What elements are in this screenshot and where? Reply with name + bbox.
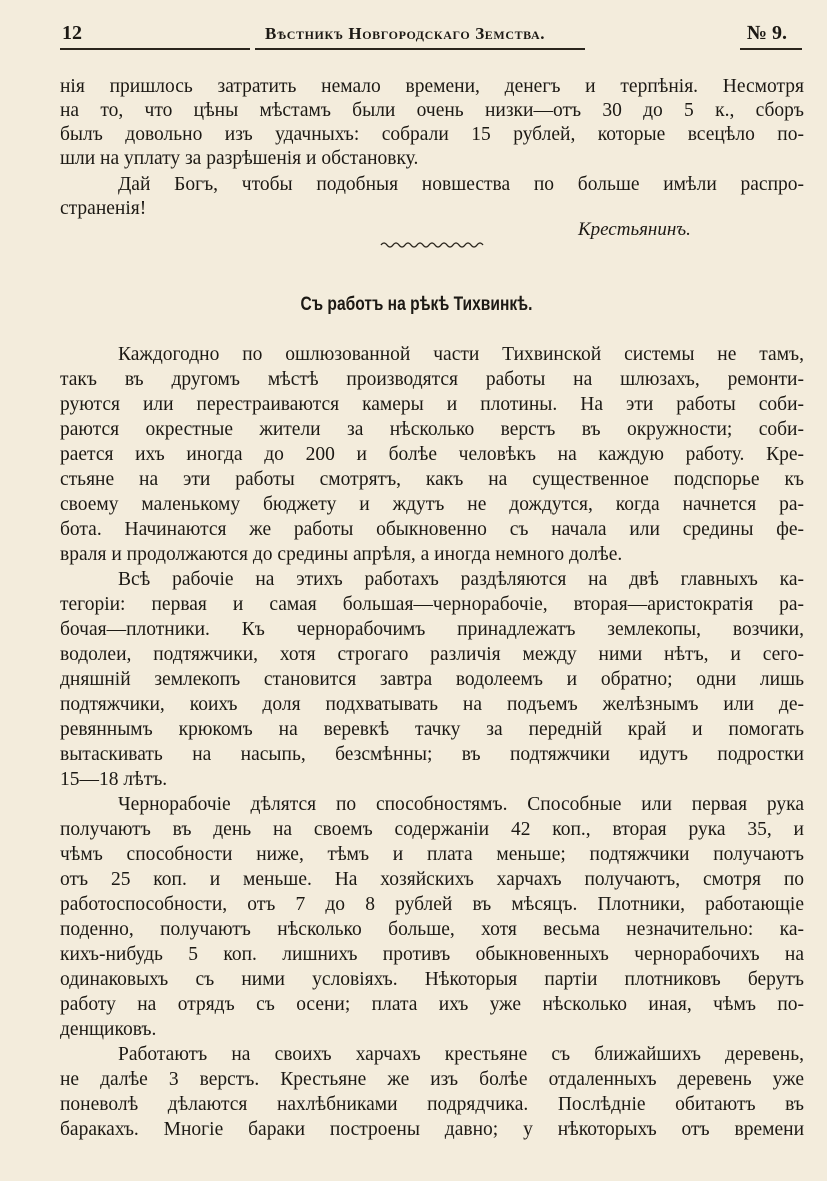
text-line: работоспособности, отъ 7 до 8 рублей въ мѣсяцъ. Плотники, работающіе xyxy=(60,894,804,915)
text-line: нія пришлось затратить немало времени, денегъ и терпѣнія. Несмотря xyxy=(60,76,804,97)
wavy-divider xyxy=(380,240,486,248)
text-line: бочая—плотники. Къ чернорабочимъ принадлежатъ землекопы, возчики, xyxy=(60,619,804,640)
text-line: поденно, получаютъ нѣсколько больше, хотя весьма незначительно: ка- xyxy=(60,919,804,940)
text-line: руются или перестраиваются камеры и плотины. На эти работы соби- xyxy=(60,394,804,415)
text-line: вытаскивать на насыпь, безсмѣнны; въ подтяжчики идутъ подростки xyxy=(60,744,804,765)
text-line: отъ 25 коп. и меньше. На хозяйскихъ харчахъ получаютъ, смотря по xyxy=(60,869,804,890)
text-line: своему маленькому бюджету и ждутъ не дождутся, когда начнется ра- xyxy=(60,494,804,515)
text-line: на то, что цѣны мѣстамъ были очень низки—отъ 30 до 5 к., сборъ xyxy=(60,100,804,121)
text-line: Дай Богъ, чтобы подобныя новшества по больше имѣли распро- xyxy=(118,174,804,195)
text-line: баракахъ. Многіе бараки построены давно; у нѣкоторыхъ отъ времени xyxy=(60,1119,804,1140)
text-line: стьяне на эти работы смотрятъ, какъ на существенное подспорье къ xyxy=(60,469,804,490)
article-title: Съ работъ на рѣкѣ Тихвинкѣ. xyxy=(300,294,533,315)
text-line: не далѣе 3 верстъ. Крестьяне же изъ болѣе отдаленныхъ деревень уже xyxy=(60,1069,804,1090)
text-line: былъ довольно изъ удачныхъ: собрали 15 рублей, которые всецѣло по- xyxy=(60,124,804,145)
text-line: работу на отрядъ съ осени; плата ихъ уже нѣсколько иная, чѣмъ по- xyxy=(60,994,804,1015)
text-line: чѣмъ способности ниже, тѣмъ и плата меньше; подтяжчики получаютъ xyxy=(60,844,804,865)
text-line: шли на уплату за разрѣшенія и обстановку. xyxy=(60,148,419,169)
running-header xyxy=(60,20,803,48)
text-line: кихъ-нибудь 5 коп. лишнихъ противъ обыкновенныхъ чернорабочихъ на xyxy=(60,944,804,965)
text-line: водолеи, подтяжчики, хотя строгаго различія между ними нѣтъ, и сего- xyxy=(60,644,804,665)
text-line: получаютъ въ день на своемъ содержаніи 42 коп., вторая рука 35, и xyxy=(60,819,804,840)
header-rule xyxy=(60,48,250,50)
text-line: Чернорабочіе дѣлятся по способностямъ. Способные или первая рука xyxy=(118,794,804,815)
text-line: бота. Начинаются же работы обыкновенно съ начала или средины фе- xyxy=(60,519,804,540)
text-line: Всѣ рабочіе на этихъ работахъ раздѣляются на двѣ главныхъ ка- xyxy=(118,569,804,590)
text-line: страненія! xyxy=(60,198,147,219)
text-line: тегоріи: первая и самая большая—чернорабочіе, вторая—аристократія ра- xyxy=(60,594,804,615)
text-line: ревяннымъ крюкомъ на веревкѣ тачку за передній край и помогать xyxy=(60,719,804,740)
journal-title: Вѣстникъ Новгородскаго Земства. xyxy=(265,24,546,43)
page-number: 12 xyxy=(62,22,82,44)
header-rule xyxy=(740,48,802,50)
text-line: одинаковыхъ съ ними условіяхъ. Нѣкоторыя партіи плотниковъ берутъ xyxy=(60,969,804,990)
author-signature: Крестьянинъ. xyxy=(578,219,691,240)
text-line: такъ въ другомъ мѣстѣ производятся работы на шлюзахъ, ремонти- xyxy=(60,369,804,390)
text-line: 15—18 лѣтъ. xyxy=(60,769,168,790)
text-line: Каждогодно по ошлюзованной части Тихвинской системы не тамъ, xyxy=(118,344,804,365)
text-line: Работаютъ на своихъ харчахъ крестьяне съ ближайшихъ деревень, xyxy=(118,1044,804,1065)
text-line: враля и продолжаются до средины апрѣля, а иногда немного долѣе. xyxy=(60,544,623,565)
text-line: рается ихъ иногда до 200 и болѣе человѣкъ на каждую работу. Кре- xyxy=(60,444,804,465)
text-line: подтяжчики, коихъ доля подхватывать на подъемъ желѣзнымъ или де- xyxy=(60,694,804,715)
text-line: дняшній землекопъ становится завтра водолеемъ и обратно; одни лишь xyxy=(60,669,804,690)
text-line: денщиковъ. xyxy=(60,1019,157,1040)
header-rule xyxy=(255,48,585,50)
issue-number: № 9. xyxy=(746,22,787,44)
text-line: раются окрестные жители за нѣсколько верстъ въ окружности; соби- xyxy=(60,419,804,440)
text-line: поневолѣ дѣлаются нахлѣбниками подрядчика. Послѣдніе обитаютъ въ xyxy=(60,1094,804,1115)
